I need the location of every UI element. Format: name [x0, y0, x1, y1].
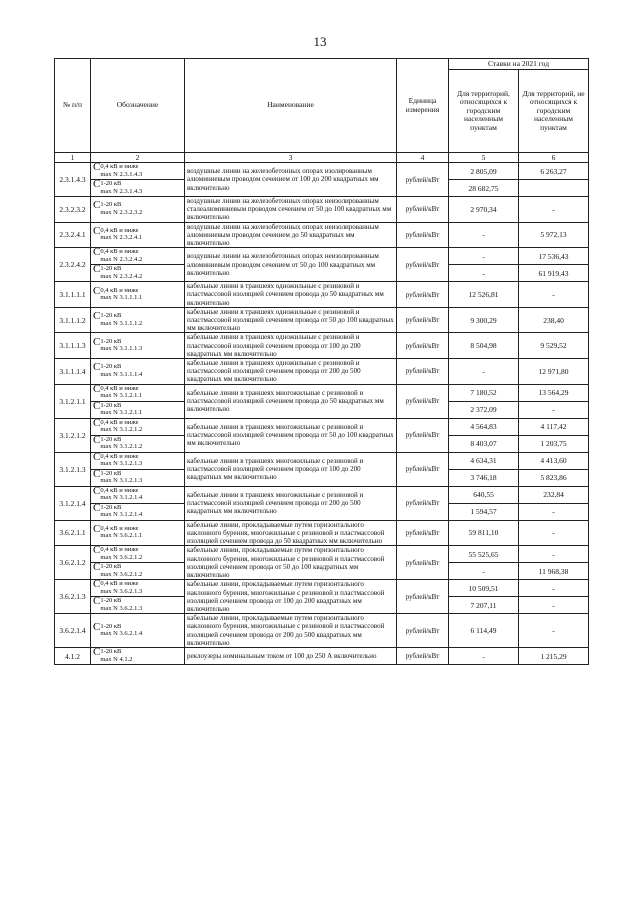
- row-number: 3.1.2.1.2: [55, 418, 91, 452]
- voltage-label: 1-20 кВ: [100, 648, 122, 656]
- designation-symbol: C: [93, 401, 101, 412]
- designation-cell: [91, 307, 185, 333]
- voltage-label: 1-20 кВ: [100, 503, 122, 511]
- designation-symbol: C: [93, 179, 101, 190]
- rate-nonurban: 5 823,86: [519, 469, 589, 486]
- rate-nonurban: 12 971,80: [519, 359, 589, 385]
- table-row: [55, 546, 589, 563]
- rate-urban: 6 114,49: [449, 614, 519, 648]
- voltage-label: 1-20 кВ: [100, 363, 122, 371]
- voltage-label: 0,4 кВ и ниже: [100, 384, 139, 392]
- designation-cell: [91, 469, 185, 486]
- rate-urban: 28 682,75: [449, 180, 519, 197]
- designation-symbol: C: [93, 264, 101, 276]
- column-number: 4: [397, 153, 449, 163]
- tariff-body: [55, 163, 589, 665]
- designation-symbol: C: [93, 384, 101, 395]
- header-name: Наименование: [185, 59, 397, 153]
- designation-symbol: C: [93, 162, 101, 173]
- row-unit: рублей/кВт: [397, 307, 449, 333]
- header-designation: Обозначение: [91, 59, 185, 153]
- designation-symbol: C: [93, 310, 101, 323]
- rate-nonurban: 4 117,42: [519, 418, 589, 435]
- row-description: воздушные линии на железобетонных опорах неизолированным алюминиевым проводом сечением до 50 квадратных мм включительно: [185, 222, 397, 248]
- rate-urban: -: [449, 265, 519, 282]
- designation-index: max N 3.1.2.1.1: [100, 392, 143, 400]
- table-row: [55, 222, 589, 248]
- row-description: кабельные линии, прокладываемые путем горизонтального наклонного бурения, многожильные с резиновой и пластмассовой изоляцией сечением провода до 50 квадратных мм включительно: [185, 520, 397, 546]
- designation-symbol: C: [93, 284, 101, 297]
- table-row: [55, 452, 589, 469]
- designation-index: max N 3.6.2.1.4: [100, 630, 143, 638]
- row-unit: рублей/кВт: [397, 333, 449, 359]
- row-description: кабельные линии в траншеях одножильные с резиновой и пластмассовой изоляцией сечением провода от 50 до 100 квадратных мм включительно: [185, 307, 397, 333]
- designation-index: max N 3.1.1.1.2: [100, 319, 143, 327]
- column-number: 6: [519, 153, 589, 163]
- designation-index: max N 3.1.2.1.4: [100, 494, 143, 502]
- designation-cell: [91, 248, 185, 265]
- designation-symbol: C: [93, 469, 101, 480]
- designation-symbol: C: [93, 522, 101, 535]
- row-number: 3.1.2.1.1: [55, 384, 91, 418]
- rate-urban: -: [449, 222, 519, 248]
- designation-index: max N 2.3.1.4.3: [100, 170, 143, 178]
- row-number: 2.3.2.4.2: [55, 248, 91, 282]
- row-description: кабельные линии в траншеях одножильные с резиновой и пластмассовой изоляцией сечением провода до 50 квадратных мм включительно: [185, 282, 397, 308]
- row-number: 3.1.2.1.4: [55, 486, 91, 520]
- column-number: 2: [91, 153, 185, 163]
- designation-cell: [91, 265, 185, 282]
- row-unit: рублей/кВт: [397, 580, 449, 614]
- row-unit: рублей/кВт: [397, 163, 449, 197]
- rate-nonurban: -: [519, 520, 589, 546]
- designation-index: max N 2.3.2.4.1: [100, 234, 143, 242]
- designation-cell: [91, 452, 185, 469]
- designation-index: max N 2.3.2.4.2: [100, 272, 143, 280]
- table-row: [55, 333, 589, 359]
- rate-nonurban: 13 564,29: [519, 384, 589, 401]
- voltage-label: 0,4 кВ и ниже: [100, 226, 139, 234]
- rate-urban: 59 811,10: [449, 520, 519, 546]
- row-description: кабельные линии в траншеях одножильные с резиновой и пластмассовой изоляцией сечением провода от 200 до 500 квадратных мм включительно: [185, 359, 397, 385]
- designation-symbol: C: [93, 486, 101, 497]
- designation-symbol: C: [93, 247, 101, 259]
- designation-cell: [91, 359, 185, 385]
- rate-urban: 10 509,51: [449, 580, 519, 597]
- row-number: 2.3.1.4.3: [55, 163, 91, 197]
- table-row: [55, 163, 589, 180]
- designation-index: max N 3.1.1.1.1: [100, 294, 143, 302]
- row-number: 3.1.1.1.1: [55, 282, 91, 308]
- tariff-table: [54, 58, 589, 665]
- table-row: [55, 580, 589, 597]
- voltage-label: 1-20 кВ: [100, 401, 122, 409]
- rate-urban: 9 300,29: [449, 307, 519, 333]
- row-unit: рублей/кВт: [397, 248, 449, 282]
- voltage-label: 1-20 кВ: [100, 435, 122, 443]
- designation-index: max N 3.1.2.1.2: [100, 443, 143, 451]
- designation-symbol: C: [93, 418, 101, 429]
- rate-nonurban: 232,84: [519, 486, 589, 503]
- row-description: кабельные линии, прокладываемые путем горизонтального наклонного бурения, многожильные с резиновой и пластмассовой изоляцией сечением провода от 50 до 100 квадратных мм включительно: [185, 546, 397, 580]
- designation-index: max N 3.6.2.1.2: [100, 553, 143, 561]
- designation-cell: [91, 520, 185, 546]
- rate-nonurban: 6 263,27: [519, 163, 589, 180]
- designation-symbol: C: [93, 452, 101, 463]
- header-urban: Для территорий, относящихся к городским населенным пунктам: [449, 70, 519, 153]
- row-description: кабельные линии в траншеях многожильные с резиновой и пластмассовой изоляцией сечением провода до 50 квадратных мм включительно: [185, 384, 397, 418]
- designation-cell: [91, 418, 185, 435]
- voltage-label: 0,4 кВ и ниже: [100, 163, 139, 170]
- rate-nonurban: 1 215,29: [519, 648, 589, 665]
- row-unit: рублей/кВт: [397, 648, 449, 665]
- designation-cell: [91, 333, 185, 359]
- rate-nonurban: 61 919,43: [519, 265, 589, 282]
- rate-urban: 12 526,81: [449, 282, 519, 308]
- designation-cell: [91, 180, 185, 197]
- designation-cell: [91, 597, 185, 614]
- row-description: кабельные линии в траншеях многожильные с резиновой и пластмассовой изоляцией сечением провода от 200 до 500 квадратных мм включительно: [185, 486, 397, 520]
- rate-nonurban: 17 536,43: [519, 248, 589, 265]
- row-unit: рублей/кВт: [397, 359, 449, 385]
- designation-symbol: C: [93, 545, 101, 557]
- rate-urban: 640,55: [449, 486, 519, 503]
- voltage-label: 0,4 кВ и ниже: [100, 286, 139, 294]
- designation-cell: [91, 648, 185, 665]
- row-description: кабельные линии в траншеях многожильные с резиновой и пластмассовой изоляцией сечением провода от 100 до 200 квадратных мм включительно: [185, 452, 397, 486]
- designation-index: max N 3.1.2.1.1: [100, 409, 143, 417]
- table-row: [55, 384, 589, 401]
- row-number: 3.6.2.1.4: [55, 614, 91, 648]
- voltage-label: 1-20 кВ: [100, 337, 122, 345]
- designation-symbol: C: [93, 199, 101, 212]
- row-number: 3.1.2.1.3: [55, 452, 91, 486]
- table-row: [55, 486, 589, 503]
- voltage-label: 0,4 кВ и ниже: [100, 524, 139, 532]
- table-row: [55, 248, 589, 265]
- row-number: 2.3.2.4.1: [55, 222, 91, 248]
- table-row: [55, 307, 589, 333]
- row-number: 3.6.2.1.1: [55, 520, 91, 546]
- rate-nonurban: -: [519, 597, 589, 614]
- table-row: [55, 282, 589, 308]
- row-description: кабельные линии в траншеях одножильные с резиновой и пластмассовой изоляцией сечением провода от 100 до 200 квадратных мм включительно: [185, 333, 397, 359]
- table-row: [55, 648, 589, 665]
- row-description: воздушные линии на железобетонных опорах неизолированным алюминиевым проводом сечением от 50 до 100 квадратных мм включительно: [185, 248, 397, 282]
- designation-index: max N 4.1.2: [100, 655, 133, 663]
- rate-urban: 2 970,34: [449, 197, 519, 223]
- voltage-label: 1-20 кВ: [100, 597, 122, 605]
- voltage-label: 1-20 кВ: [100, 622, 122, 630]
- rate-urban: 3 746,18: [449, 469, 519, 486]
- row-number: 3.6.2.1.3: [55, 580, 91, 614]
- table-row: [55, 197, 589, 223]
- voltage-label: 0,4 кВ и ниже: [100, 452, 139, 460]
- row-unit: рублей/кВт: [397, 384, 449, 418]
- row-number: 4.1.2: [55, 648, 91, 665]
- rate-urban: -: [449, 563, 519, 580]
- designation-index: max N 3.1.2.1.2: [100, 426, 143, 434]
- designation-index: max N 3.6.2.1.1: [100, 532, 143, 540]
- voltage-label: 0,4 кВ и ниже: [100, 486, 139, 494]
- designation-symbol: C: [93, 361, 101, 374]
- voltage-label: 0,4 кВ и ниже: [100, 248, 139, 256]
- rate-nonurban: 1 203,75: [519, 435, 589, 452]
- designation-index: max N 3.1.1.1.3: [100, 345, 143, 353]
- column-number: 3: [185, 153, 397, 163]
- row-unit: рублей/кВт: [397, 197, 449, 223]
- designation-index: max N 3.1.1.1.4: [100, 370, 143, 378]
- designation-index: max N 2.3.1.4.3: [100, 187, 143, 195]
- row-description: воздушные линии на железобетонных опорах неизолированным сталеалюминиевым проводом сечением от 50 до 100 квадратных мм включительно: [185, 197, 397, 223]
- rate-urban: -: [449, 248, 519, 265]
- column-number: 1: [55, 153, 91, 163]
- row-unit: рублей/кВт: [397, 546, 449, 580]
- rate-nonurban: -: [519, 282, 589, 308]
- rate-urban: 7 180,52: [449, 384, 519, 401]
- designation-cell: [91, 580, 185, 597]
- header-num: № п/п: [55, 59, 91, 153]
- designation-symbol: C: [93, 435, 101, 446]
- designation-symbol: C: [93, 647, 101, 659]
- voltage-label: 1-20 кВ: [100, 469, 122, 477]
- designation-cell: [91, 384, 185, 401]
- table-row: [55, 614, 589, 648]
- designation-cell: [91, 546, 185, 563]
- voltage-label: 0,4 кВ и ниже: [100, 580, 139, 588]
- designation-symbol: C: [93, 579, 101, 591]
- rate-nonurban: 11 968,38: [519, 563, 589, 580]
- row-number: 3.6.2.1.2: [55, 546, 91, 580]
- row-unit: рублей/кВт: [397, 222, 449, 248]
- rate-urban: 2 372,09: [449, 401, 519, 418]
- voltage-label: 0,4 кВ и ниже: [100, 546, 139, 554]
- rate-urban: 1 594,57: [449, 503, 519, 520]
- rate-urban: 8 403,07: [449, 435, 519, 452]
- designation-cell: [91, 503, 185, 520]
- page-number: 13: [313, 34, 327, 49]
- row-unit: рублей/кВт: [397, 520, 449, 546]
- designation-cell: [91, 222, 185, 248]
- rate-urban: 4 564,83: [449, 418, 519, 435]
- rate-urban: 2 805,09: [449, 163, 519, 180]
- row-description: кабельные линии в траншеях многожильные с резиновой и пластмассовой изоляцией сечением провода от 50 до 100 квадратных мм включительно: [185, 418, 397, 452]
- row-description: реклоузеры номинальным током от 100 до 250 А включительно: [185, 648, 397, 665]
- designation-cell: [91, 486, 185, 503]
- header-unit: Единица измерения: [397, 59, 449, 153]
- designation-cell: [91, 435, 185, 452]
- designation-index: max N 2.3.2.3.2: [100, 208, 143, 216]
- rate-nonurban: -: [519, 197, 589, 223]
- rate-nonurban: 9 529,52: [519, 333, 589, 359]
- designation-cell: [91, 163, 185, 180]
- row-number: 3.1.1.1.4: [55, 359, 91, 385]
- voltage-label: 1-20 кВ: [100, 265, 122, 273]
- designation-cell: [91, 563, 185, 580]
- row-unit: рублей/кВт: [397, 486, 449, 520]
- voltage-label: 1-20 кВ: [100, 312, 122, 320]
- rate-nonurban: -: [519, 401, 589, 418]
- voltage-label: 1-20 кВ: [100, 180, 122, 187]
- rate-nonurban: [519, 180, 589, 197]
- row-description: кабельные линии, прокладываемые путем горизонтального наклонного бурения, многожильные с резиновой и пластмассовой изоляцией сечением провода от 100 до 200 квадратных мм включительно: [185, 580, 397, 614]
- row-unit: рублей/кВт: [397, 452, 449, 486]
- designation-symbol: C: [93, 620, 101, 633]
- designation-index: max N 3.1.2.1.3: [100, 477, 143, 485]
- designation-symbol: C: [93, 335, 101, 348]
- rate-urban: 55 525,65: [449, 546, 519, 563]
- row-number: 3.1.1.1.2: [55, 307, 91, 333]
- rate-urban: 4 634,31: [449, 452, 519, 469]
- designation-symbol: C: [93, 224, 101, 237]
- header-nonurban: Для территорий, не относящихся к городским населенным пунктам: [519, 70, 589, 153]
- row-unit: рублей/кВт: [397, 614, 449, 648]
- row-description: воздушные линии на железобетонных опорах изолированным алюминиевым проводом сечением от 100 до 200 квадратных мм включительно: [185, 163, 397, 197]
- rate-urban: 8 504,98: [449, 333, 519, 359]
- rate-nonurban: -: [519, 503, 589, 520]
- rate-urban: 7 207,11: [449, 597, 519, 614]
- designation-cell: [91, 401, 185, 418]
- designation-index: max N 3.1.2.1.3: [100, 460, 143, 468]
- designation-index: max N 2.3.2.4.2: [100, 255, 143, 263]
- designation-cell: [91, 197, 185, 223]
- designation-symbol: C: [93, 596, 101, 608]
- rate-nonurban: 5 972,13: [519, 222, 589, 248]
- voltage-label: 1-20 кВ: [100, 201, 122, 209]
- designation-index: max N 3.6.2.1.3: [100, 587, 143, 595]
- rate-nonurban: -: [519, 546, 589, 563]
- designation-index: max N 3.1.2.1.4: [100, 511, 143, 519]
- table-row: [55, 418, 589, 435]
- row-description: кабельные линии, прокладываемые путем горизонтального наклонного бурения, многожильные с резиновой и пластмассовой изоляцией сечением провода от 200 до 500 квадратных мм включительно: [185, 614, 397, 648]
- designation-index: max N 3.6.2.1.3: [100, 604, 143, 612]
- rate-nonurban: 238,40: [519, 307, 589, 333]
- row-unit: рублей/кВт: [397, 418, 449, 452]
- designation-cell: [91, 614, 185, 648]
- row-number: 3.1.1.1.3: [55, 333, 91, 359]
- voltage-label: 0,4 кВ и ниже: [100, 418, 139, 426]
- header-rates: Ставки на 2021 год: [449, 59, 589, 70]
- designation-cell: [91, 282, 185, 308]
- table-row: [55, 359, 589, 385]
- voltage-label: 1-20 кВ: [100, 563, 122, 571]
- rate-nonurban: -: [519, 580, 589, 597]
- rate-urban: -: [449, 648, 519, 665]
- row-unit: рублей/кВт: [397, 282, 449, 308]
- designation-symbol: C: [93, 562, 101, 574]
- designation-symbol: C: [93, 503, 101, 514]
- row-number: 2.3.2.3.2: [55, 197, 91, 223]
- rate-urban: -: [449, 359, 519, 385]
- rate-nonurban: 4 413,60: [519, 452, 589, 469]
- designation-index: max N 3.6.2.1.2: [100, 570, 143, 578]
- table-row: [55, 520, 589, 546]
- column-number: 5: [449, 153, 519, 163]
- rate-nonurban: -: [519, 614, 589, 648]
